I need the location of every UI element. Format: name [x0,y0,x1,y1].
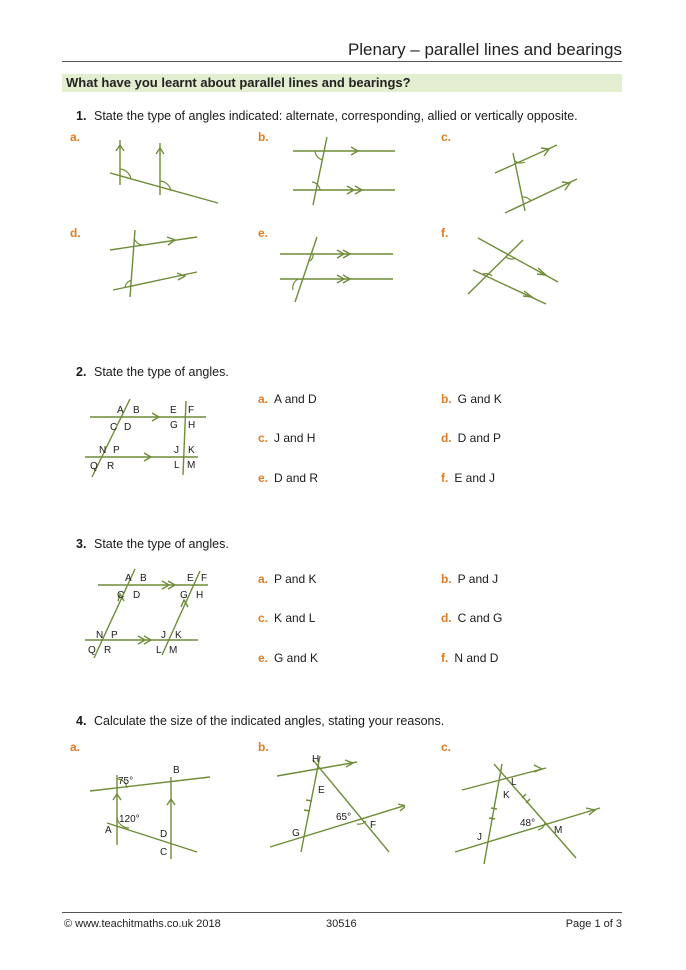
q3-answer-f: f. N and D [441,651,499,665]
q4a-label-D: D [160,829,168,840]
q2-text: State the type of angles. [94,365,229,379]
section-banner-text: What have you learnt about parallel lines and bearings? [66,75,411,90]
q3-label-J: J [161,630,166,641]
q4a-angle-75: 75° [118,776,134,787]
q3-diagram [80,565,215,660]
q2-label-C: C [110,422,118,433]
q1-letter-c: c. [441,130,452,144]
q3-answer-d: d. C and G [441,611,503,625]
q3-answer-e: e. G and K [258,651,319,665]
q3-label-R: R [104,645,112,656]
q1-diagram-e [275,232,400,307]
q3-label-N: N [96,630,104,641]
q4a-label-A: A [105,825,112,836]
q4c-angle-48: 48° [520,818,536,829]
q1-letter-d: d. [70,226,81,240]
q3-label-K: K [175,630,182,641]
q2-label-R: R [107,461,115,472]
q1-diagram-a [100,135,240,210]
q1-number: 1. [76,109,87,123]
q3-label-M: M [169,645,178,656]
q1-diagram-f [458,232,568,312]
q2-label-F: F [188,405,195,416]
q4-letter-b: b. [258,740,269,754]
q3-label-B: B [140,573,147,584]
q2-label-K: K [188,445,195,456]
q4-letter-a: a. [70,740,81,754]
q2-label-D: D [124,422,132,433]
q2-number: 2. [76,365,87,379]
footer-page-number: Page 1 of 3 [565,918,622,930]
q2-label-P: P [113,445,120,456]
q2-diagram [80,395,215,480]
q4b-label-G: G [292,828,300,839]
q4a-label-B: B [173,765,180,776]
q2-answer-c: c. J and H [258,431,316,445]
q2-label-N: N [99,445,107,456]
q3-label-G: G [180,590,188,601]
q4b-label-F: F [370,820,377,831]
q4c-label-L: L [511,777,517,788]
q3-label-F: F [201,573,208,584]
q2-answer-d: d. D and P [441,431,502,445]
q2-label-H: H [188,420,196,431]
q2-answer-b: b. G and K [441,392,502,406]
q4c-label-K: K [503,790,510,801]
q2-label-E: E [170,405,177,416]
q3-label-C: C [117,590,125,601]
header-divider [62,61,622,62]
q3-answer-b: b. P and J [441,572,499,586]
q4-number: 4. [76,714,87,728]
q1-diagram-b [285,135,405,210]
q2-label-B: B [133,405,140,416]
q3-label-P: P [111,630,118,641]
q2-answer-f: f. E and J [441,471,496,485]
q3-text: State the type of angles. [94,537,229,551]
q2-answer-e: e. D and R [258,471,319,485]
q4-text: Calculate the size of the indicated angles, stating your reasons. [94,714,445,728]
q3-number: 3. [76,537,87,551]
q3-label-A: A [125,573,132,584]
q1-text: State the type of angles indicated: alternate, corresponding, allied or vertically opposite. [94,109,578,123]
q4a-label-C: C [160,847,168,858]
q2-label-A: A [117,405,124,416]
q4-diagram-b [265,752,405,857]
q2-answer-a: a. A and D [258,392,317,406]
q3-label-H: H [196,590,204,601]
footer-copyright: © www.teachitmaths.co.uk 2018 [64,918,221,930]
q2-label-J: J [174,445,179,456]
q1-letter-e: e. [258,226,269,240]
q1-letter-a: a. [70,130,81,144]
q2-label-Q: Q [90,461,98,472]
q4b-label-E: E [318,785,325,796]
q2-label-M: M [187,460,196,471]
page-title: Plenary – parallel lines and bearings [347,40,622,59]
q3-label-Q: Q [88,645,96,656]
q3-answer-c: c. K and L [258,611,316,625]
q1-diagram-d [105,225,205,300]
q3-label-D: D [133,590,141,601]
q4b-angle-65: 65° [336,812,352,823]
footer-divider [62,912,622,913]
footer-resource-id: 30516 [326,918,357,930]
q1-letter-b: b. [258,130,269,144]
q4c-label-M: M [554,825,563,836]
q4-diagram-c [450,760,605,865]
q2-label-L: L [174,460,180,471]
q3-label-E: E [187,573,194,584]
q4-diagram-a [85,755,220,865]
q2-label-G: G [170,420,178,431]
q1-letter-f: f. [441,226,449,240]
q4b-label-H: H [312,754,320,765]
q1-diagram-c [485,135,605,220]
q3-label-L: L [156,645,162,656]
q3-answer-a: a. P and K [258,572,317,586]
q4a-angle-120: 120° [119,814,140,825]
q4c-label-J: J [477,832,482,843]
q4-letter-c: c. [441,740,452,754]
